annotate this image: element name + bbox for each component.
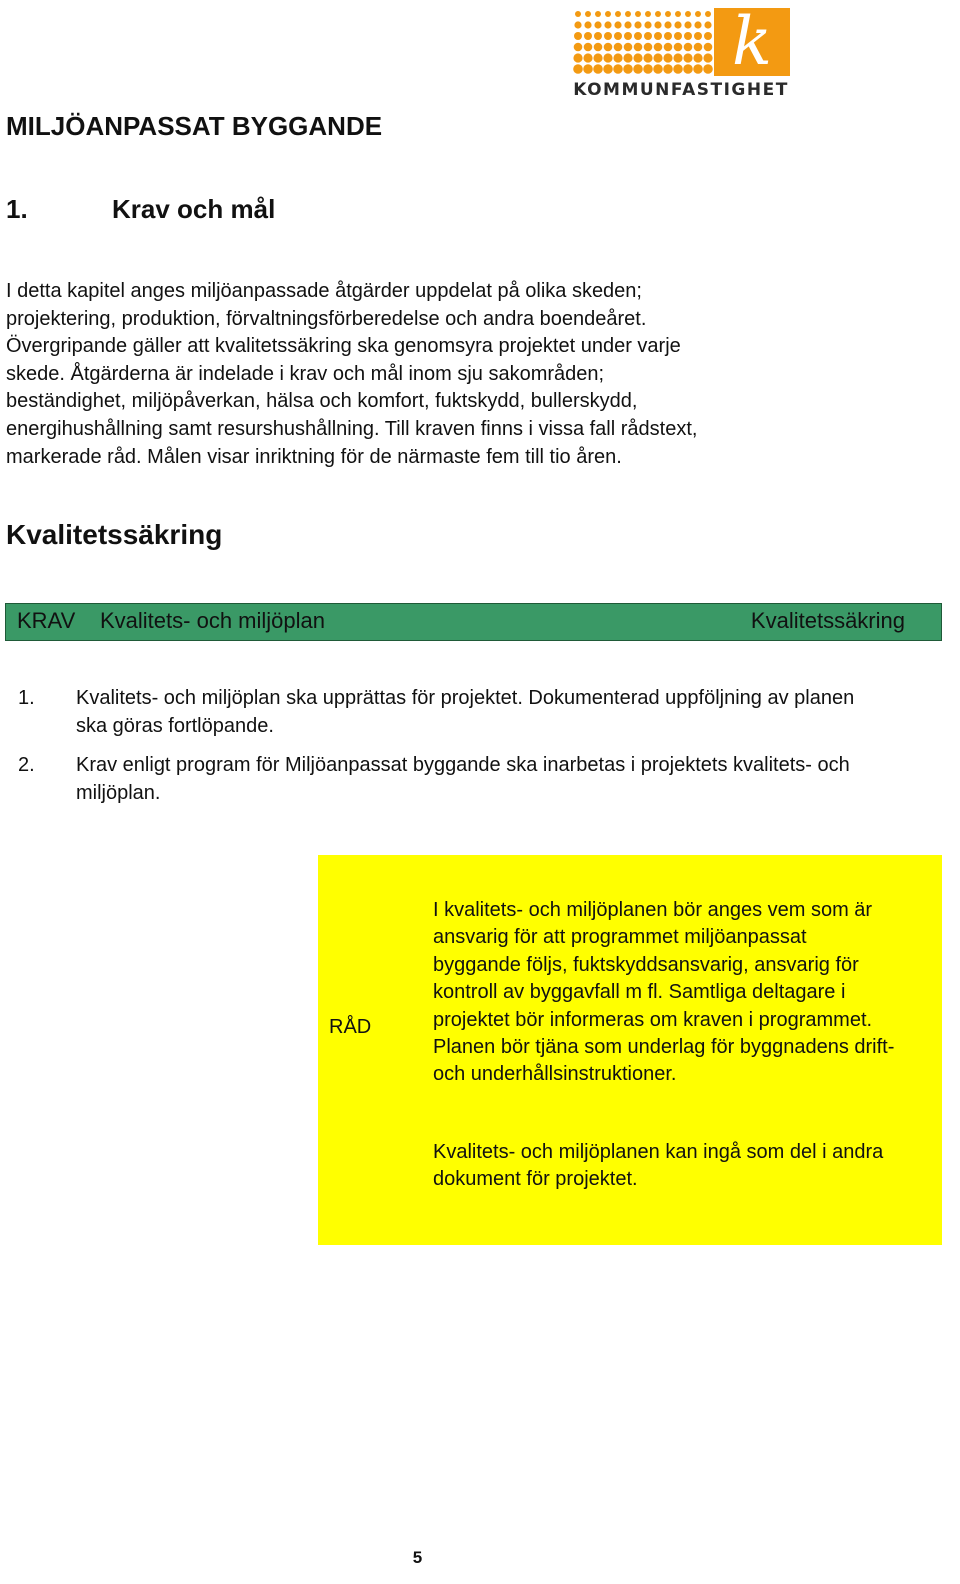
requirement-text	[76, 752, 936, 807]
logo-dot-grid	[573, 11, 713, 74]
section-heading: Kvalitetssäkring	[6, 519, 223, 550]
krav-header-bar	[5, 603, 942, 641]
intro-line: energihushållning samt resurshushållning. Till kraven finns i vissa fall rådstext,	[6, 417, 698, 440]
advice-line: Kvalitets- och miljöplanen kan ingå som del i andra	[433, 1141, 884, 1163]
requirement-line: Krav enligt program för Miljöanpassat byggande ska inarbetas i projektets kvalitets- och	[76, 754, 850, 776]
requirement-line: miljöplan.	[76, 781, 161, 804]
intro-line: I detta kapitel anges miljöanpassade åtgärder uppdelat på olika skeden;	[6, 280, 642, 302]
intro-line: markerade råd. Målen visar inriktning för de närmaste fem till tio åren.	[6, 445, 622, 468]
advice-paragraph	[433, 897, 933, 1089]
krav-label: KRAV	[17, 608, 76, 633]
advice-paragraph	[433, 1139, 933, 1194]
advice-line: projektet bör informeras om kraven i programmet.	[433, 1008, 873, 1031]
intro-line: projektering, produktion, förvaltningsförberedelse och andra boendeåret.	[6, 307, 647, 330]
logo-mark	[572, 8, 790, 76]
requirement-number: 1.	[18, 687, 35, 709]
krav-category: Kvalitetssäkring	[750, 608, 905, 633]
intro-line: skede. Åtgärderna är indelade i krav och mål inom sju sakområden;	[6, 362, 605, 385]
advice-line: byggande följs, fuktskyddsansvarig, ansvarig för	[433, 953, 859, 976]
advice-line: kontroll av byggavfall m fl. Samtliga deltagare i	[433, 981, 846, 1004]
intro-line: beständighet, miljöpåverkan, hälsa och komfort, fuktskydd, bullerskydd,	[6, 390, 638, 413]
chapter-title: Krav och mål	[112, 194, 276, 224]
logo-k-letter: k	[732, 8, 772, 76]
intro-paragraph	[6, 278, 766, 471]
requirement-number: 2.	[18, 754, 35, 776]
page-number: 5	[412, 1548, 423, 1567]
requirement-line: Kvalitets- och miljöplan ska upprättas för projektet. Dokumenterad uppföljning av planen	[76, 687, 855, 709]
advice-line: ansvarig för att programmet miljöanpassat	[433, 926, 807, 949]
logo-brand-text: KOMMUNFASTIGHET	[573, 80, 789, 100]
intro-line: Övergripande gäller att kvalitetssäkring ska genomsyra projektet under varje	[6, 335, 681, 358]
advice-line: dokument för projektet.	[433, 1168, 638, 1191]
chapter-number: 1.	[6, 194, 28, 224]
advice-label: RÅD	[329, 1016, 372, 1038]
kommunfastighet-logo	[572, 8, 790, 102]
document-title: MILJÖANPASSAT BYGGANDE	[6, 111, 383, 141]
requirement-text	[76, 685, 936, 740]
krav-name: Kvalitets- och miljöplan	[100, 608, 325, 633]
advice-line: Planen bör tjäna som underlag för byggnadens drift-	[433, 1036, 895, 1059]
advice-box	[318, 855, 942, 1245]
advice-line: och underhållsinstruktioner.	[433, 1063, 677, 1086]
advice-line: I kvalitets- och miljöplanen bör anges vem som är	[433, 899, 873, 921]
requirement-line: ska göras fortlöpande.	[76, 714, 274, 737]
